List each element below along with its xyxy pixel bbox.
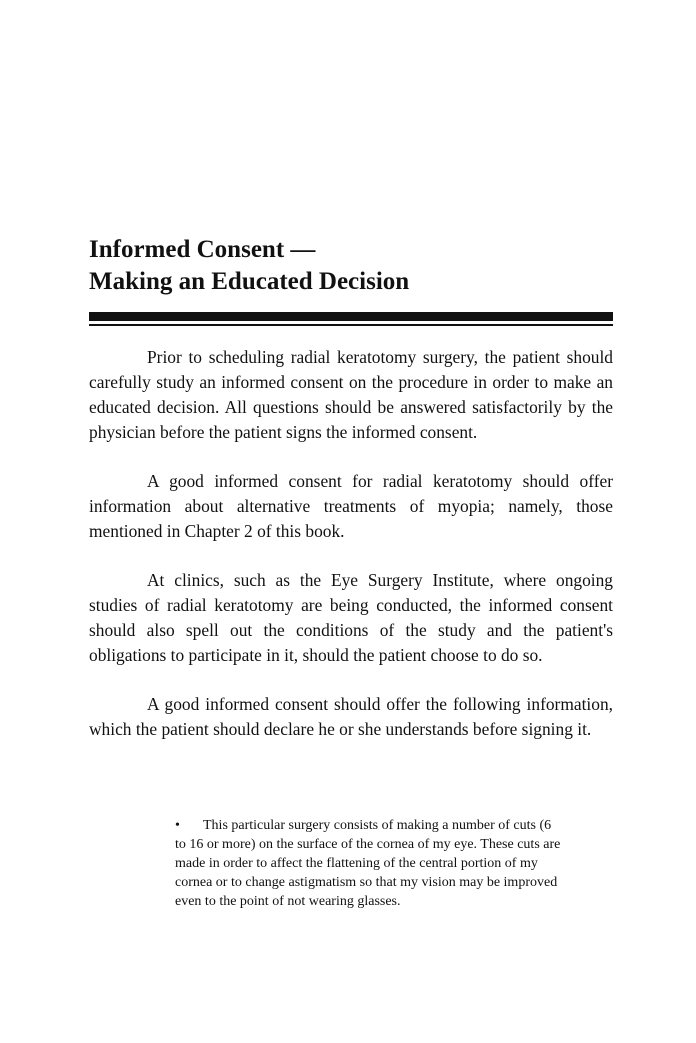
bullet-item xyxy=(175,816,565,911)
title-rule-thick xyxy=(89,312,613,321)
paragraph: Prior to scheduling radial keratotomy surgery, the patient should carefully study an informed consent on the procedure in order to make an educated decision. All questions should be answered satisfactorily by the physician before the patient signs the informed consent. xyxy=(89,347,613,442)
chapter-title xyxy=(89,234,649,298)
paragraph: At clinics, such as the Eye Surgery Institute, where ongoing studies of radial keratotomy are being conducted, the informed consent should also spell out the conditions of the study and the patient's obligations to participate in it, should the patient choose to do so. xyxy=(89,570,613,665)
bullet-text: This particular surgery consists of making a number of cuts (6 to 16 or more) on the surface of the cornea of my eye. These cuts are made in order to affect the flattening of the central portion of my cornea or to change astigmatism so that my vision may be improved even to the point of not wearing glasses. xyxy=(175,818,561,909)
paragraph: A good informed consent for radial keratotomy should offer information about alternative treatments of myopia; namely, those mentioned in Chapter 2 of this book. xyxy=(89,471,613,541)
bullet-marker: • xyxy=(175,818,180,833)
chapter-title-line-2: Making an Educated Decision xyxy=(89,268,410,295)
body-text xyxy=(89,345,613,766)
paragraph: A good informed consent should offer the following information, which the patient should declare he or she understands before signing it. xyxy=(89,694,613,739)
chapter-title-line-1: Informed Consent — xyxy=(89,236,316,263)
title-rule-thin xyxy=(89,324,613,326)
bullet-list xyxy=(175,816,565,911)
